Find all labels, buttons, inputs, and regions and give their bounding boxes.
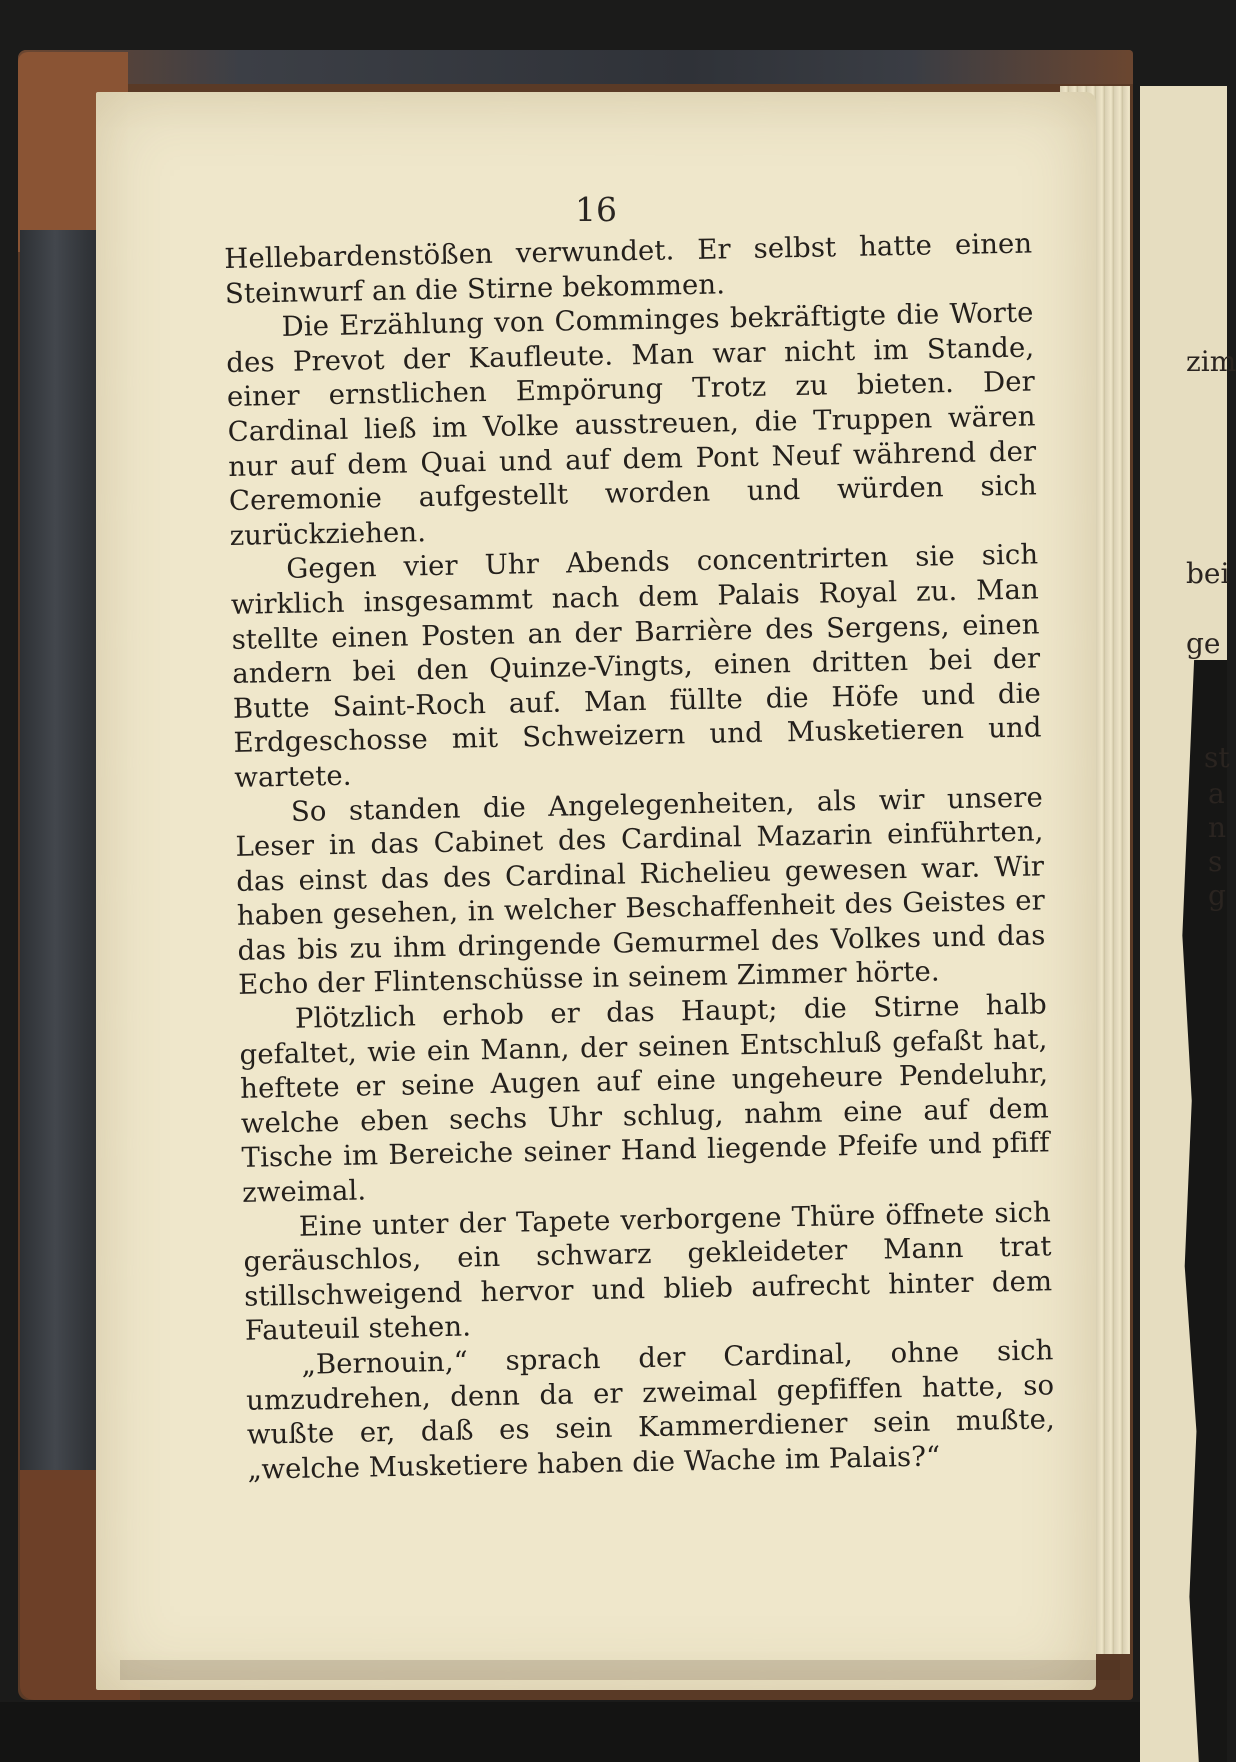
next-page-fragment: n bbox=[1208, 811, 1227, 844]
page-shadow bbox=[120, 1660, 1120, 1680]
next-page-fragment: st bbox=[1204, 741, 1230, 774]
page-number: 16 bbox=[575, 190, 617, 229]
desk-background bbox=[0, 1702, 1227, 1762]
page-text bbox=[224, 226, 1056, 1487]
paragraph: Eine unter der Tapete verborgene Thüre öffnete sich geräuschlos, ein schwarz gekleideter Mann trat stillschweigend hervor und blieb aufrecht hinter dem Fauteuil stehen. bbox=[243, 1195, 1053, 1348]
next-page-fragment: a bbox=[1208, 777, 1225, 810]
paragraph: Hellebardenstößen verwundet. Er selbst hatte einen Steinwurf an die Stirne bekommen. bbox=[224, 227, 1033, 310]
next-page-fragment: bei bbox=[1186, 557, 1230, 590]
next-page-fragment: s bbox=[1208, 845, 1223, 878]
paragraph: Plötzlich erhob er das Haupt; die Stirne halb gefaltet, wie ein Mann, der seinen Entschluß gefaßt hat, heftete er seine Augen auf eine ungeheure Pendeluhr, welche eben sechs Uhr schlug, nahm eine auf dem Tische im Bereiche seiner Hand liegende Pfeife und pfiff zweimal. bbox=[239, 988, 1050, 1209]
book-cover-top-edge bbox=[18, 50, 1133, 84]
cloth-spine bbox=[20, 230, 98, 1520]
paragraph: Gegen vier Uhr Abends concentrirten sie sich wirklich insgesammt nach dem Palais Royal zu. Man stellte einen Posten an der Barrière des Sergens, einen andern bei den Quinze-Vingts, einen dritten bei der Butte Saint-Roch auf. Man füllte die Höfe und die Erdgeschosse mit Schweizern und Musketieren und wartete. bbox=[230, 538, 1042, 794]
paragraph: Die Erzählung von Comminges bekräftigte die Worte des Prevot der Kaufleute. Man war nicht im Stande, einer ernstlichen Empörung Trotz zu bieten. Der Cardinal ließ im Volke ausstreuen, die Truppen wären nur auf dem Quai und auf dem Pont Neuf während der Ceremonie aufgestellt worden und würden sich zurückziehen. bbox=[226, 296, 1038, 552]
next-page-fragment: zim bbox=[1186, 345, 1236, 378]
paragraph: So standen die Angelegenheiten, als wir unsere Leser in das Cabinet des Cardinal Mazarin einführten, das einst das des Cardinal Richelieu gewesen war. Wir haben gesehen, in welcher Beschaffenheit des Geistes er das bis zu ihm dringende Gemurmel des Volkes und das Echo der Flintenschüsse in seinem Zimmer hörte. bbox=[235, 780, 1046, 1002]
next-page-fragment: ge bbox=[1186, 627, 1221, 660]
paragraph: „Bernouin,“ sprach der Cardinal, ohne sich umzudrehen, denn da er zweimal gepfiffen hatte, so wußte er, daß es sein Kammerdiener sein mußte, „welche Musketiere haben die Wache im Palais?“ bbox=[245, 1334, 1056, 1486]
next-page-fragment: g bbox=[1208, 879, 1226, 912]
book-page bbox=[96, 92, 1096, 1690]
